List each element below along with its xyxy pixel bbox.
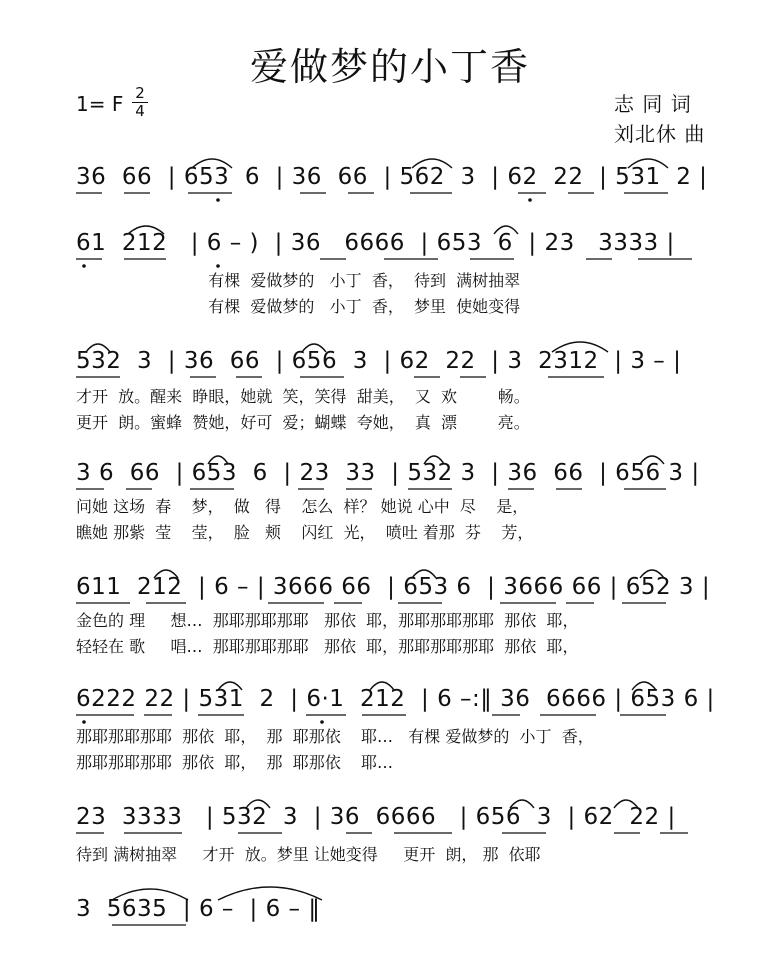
time-signature — [132, 86, 148, 119]
song-title: 爱做梦的小丁香 — [249, 45, 530, 89]
time-signature-top: 2 — [135, 84, 145, 102]
time-signature-bottom: 4 — [135, 102, 145, 120]
lyric-line: 瞧她 那紫 莹 莹， 脸 颊 闪红 光， 喷吐 着那 芬 芳， — [76, 523, 534, 542]
octave-dot — [216, 198, 220, 202]
notation-line: 6222 22 | 531 2 | 6·1 212 | 6 –:‖ 36 6666 | 653 6 | — [76, 686, 715, 712]
lyric-line: 那耶那耶那耶 那依 耶， 那 耶那依 耶… — [76, 753, 394, 772]
notation-line: 532 3 | 36 66 | 656 3 | 62 22 | 3 2312 | 3 – | — [76, 348, 682, 374]
notation-line: 23 3333 | 532 3 | 36 6666 | 656 3 | 62 22 | — [76, 804, 676, 830]
lyric-line: 那耶那耶那耶 那依 耶， 那 耶那依 耶… 有棵 爱做梦的 小丁 香， — [76, 727, 594, 746]
notation-line: 611 212 | 6 – | 3666 66 | 653 6 | 3666 66 | 652 3 | — [76, 574, 711, 600]
lyric-line: 待到 满树抽翠 才开 放。梦里 让她变得 更开 朗， 那 依耶 — [76, 845, 541, 864]
key-signature: 1= F — [76, 92, 124, 116]
notation-line: 36 66 | 653 6 | 36 66 | 562 3 | 62 22 | 531 2 | — [76, 164, 708, 190]
notation-line: 3 5635 | 6 – | 6 – ‖ — [76, 896, 321, 922]
lyric-line: 金色的 理 想… 那耶那耶那耶 那依 耶，那耶那耶那耶 那依 耶， — [76, 611, 579, 630]
composer-credit: 刘北休 曲 — [614, 122, 706, 146]
octave-dot — [528, 198, 532, 202]
lyric-line: 轻轻在 歌 唱… 那耶那耶那耶 那依 耶，那耶那耶那耶 那依 耶， — [76, 637, 579, 656]
lyric-line: 才开 放。醒来 睁眼，她就 笑，笑得 甜美， 又 欢 畅。 — [76, 387, 530, 406]
lyric-line: 有棵 爱做梦的 小丁 香， 梦里 使她变得 — [76, 297, 521, 316]
lyric-line: 有棵 爱做梦的 小丁 香， 待到 满树抽翠 — [76, 271, 521, 290]
lyricist-credit: 志 同 词 — [614, 92, 692, 116]
notation-line: 61 212 | 6 – ) | 36 6666 | 653 6 | 23 3333 | — [76, 230, 675, 256]
lyric-line: 更开 朗。蜜蜂 赞她，好可 爱；蝴蝶 夸她， 真 漂 亮。 — [76, 413, 530, 432]
notation-line: 3 6 66 | 653 6 | 23 33 | 532 3 | 36 66 | 656 3 | — [76, 460, 700, 486]
lyric-line: 问她 这场 春 梦， 做 得 怎么 样？ 她说 心中 尽 是， — [76, 497, 529, 516]
